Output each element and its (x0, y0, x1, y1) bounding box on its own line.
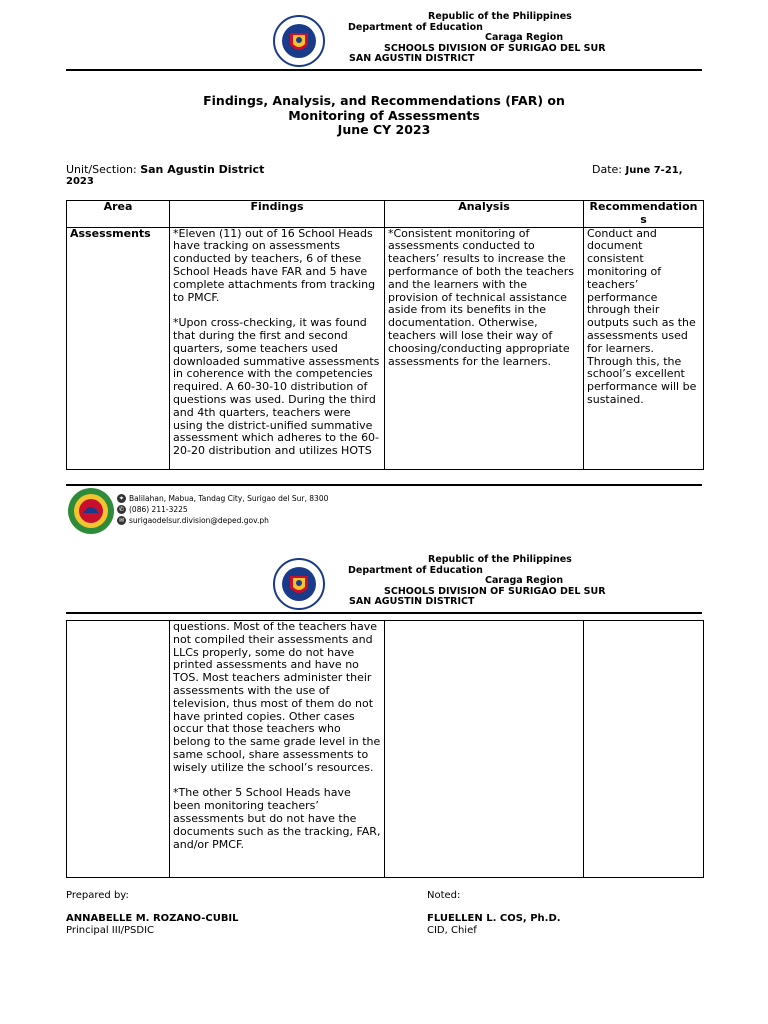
address-text: Balilahan, Mabua, Tandag City, Surigao del Sur, 8300 (129, 494, 329, 503)
prepared-label: Prepared by: (66, 890, 129, 901)
title-line-2: Monitoring of Assessments (288, 107, 480, 123)
unit-section (66, 163, 264, 176)
date (592, 163, 683, 176)
findings-cell: questions. Most of the teachers have not compiled their assessments and LLCs properly, some do not have printed assessments and have no TOS. Most teachers administer their assessments with the use of television, thus most of them do not have printed copies. Other cases occur that those teachers who belong to the same grade level in the same school, share assessments to wisely utilize the school’s resources. *The other 5 School Heads have been monitoring teachers’ assessments but do not have the documents such as the tracking, FAR, and/or PMCF. (170, 621, 385, 878)
findings-cell: *Eleven (11) out of 16 School Heads have tracking on assessments conducted by teachers, 6 of these School Heads have FAR and 5 have complete attachments from tracking to PMCF. *Upon cross-checking, it was found that during the first and second quarters, some teachers used downloaded summative assessments in coherence with the competencies required. A 60-30-10 distribution of questions was used. During the third and 4th quarters, teachers were using the district-unified summative assessment which adheres to the 60-20-20 distribution and utilizes HOTS (170, 227, 385, 469)
header-rule (66, 612, 702, 614)
recommendations-cell (584, 621, 704, 878)
footer-phone (117, 504, 328, 515)
header-department: Department of Education (348, 22, 483, 33)
footer-contacts (117, 493, 328, 526)
location-icon: ⌖ (117, 494, 126, 503)
header-region: Caraga Region (485, 32, 564, 43)
table-row (67, 621, 704, 878)
header-republic: Republic of the Philippines (428, 554, 572, 565)
prepared-name: ANNABELLE M. ROZANO-CUBIL (66, 913, 239, 924)
header-area: Area (67, 201, 170, 228)
header-analysis: Analysis (385, 201, 584, 228)
header-republic: Republic of the Philippines (428, 11, 572, 22)
table-row (67, 227, 704, 469)
noted-label: Noted: (427, 890, 461, 901)
header-department: Department of Education (348, 565, 483, 576)
deped-seal-icon (273, 558, 325, 610)
noted-name: FLUELLEN L. COS, Ph.D. (427, 913, 561, 924)
title-line-3: June CY 2023 (337, 122, 431, 137)
unit-label: Unit/Section: (66, 163, 137, 176)
header-region: Caraga Region (485, 575, 564, 586)
header-division: SCHOOLS DIVISION OF SURIGAO DEL SUR (384, 43, 606, 54)
phone-icon: ✆ (118, 506, 125, 513)
date-year: 2023 (66, 176, 94, 187)
header-district: SAN AGUSTIN DISTRICT (349, 596, 475, 607)
header-findings: Findings (170, 201, 385, 228)
prepared-position: Principal III/PSDIC (66, 925, 155, 936)
email-icon: ✉ (118, 517, 125, 524)
footer-email (117, 515, 328, 526)
far-table-continued (66, 620, 704, 878)
area-cell: Assessments (67, 227, 170, 469)
table-header-row (67, 201, 704, 228)
unit-value: San Agustin District (140, 163, 265, 176)
header-rule (66, 69, 702, 71)
analysis-cell (385, 621, 584, 878)
phone-text: (086) 211-3225 (129, 505, 188, 514)
header-district: SAN AGUSTIN DISTRICT (349, 53, 475, 64)
recommendations-cell: Conduct and document consistent monitoring of teachers’ performance through their outputs such as the assessments used for learners. Through this, the school’s excellent performance will be sustained. (584, 227, 704, 469)
far-table (66, 200, 704, 470)
noted-position: CID, Chief (427, 925, 477, 936)
footer-address (117, 493, 328, 504)
deped-seal-icon (273, 15, 325, 67)
analysis-cell: *Consistent monitoring of assessments conducted to teachers’ results to increase the performance of both the teachers and the learners with the provision of technical assistance aside from its benefits in the documentation. Otherwise, teachers will lose their way of choosing/conducting appropriate assessments for the learners. (385, 227, 584, 469)
date-label: Date: (592, 163, 622, 176)
email-text[interactable]: surigaodelsur.division@deped.gov.ph (129, 516, 269, 525)
division-logo-icon (67, 487, 115, 535)
area-cell (67, 621, 170, 878)
header-recommendations: Recommendations (584, 201, 704, 228)
header-division: SCHOOLS DIVISION OF SURIGAO DEL SUR (384, 586, 606, 597)
title-line-1: Findings, Analysis, and Recommendations (FAR) on (203, 93, 565, 108)
document-title (66, 94, 702, 138)
footer-rule (66, 484, 702, 486)
date-value: June 7-21, (625, 165, 683, 176)
